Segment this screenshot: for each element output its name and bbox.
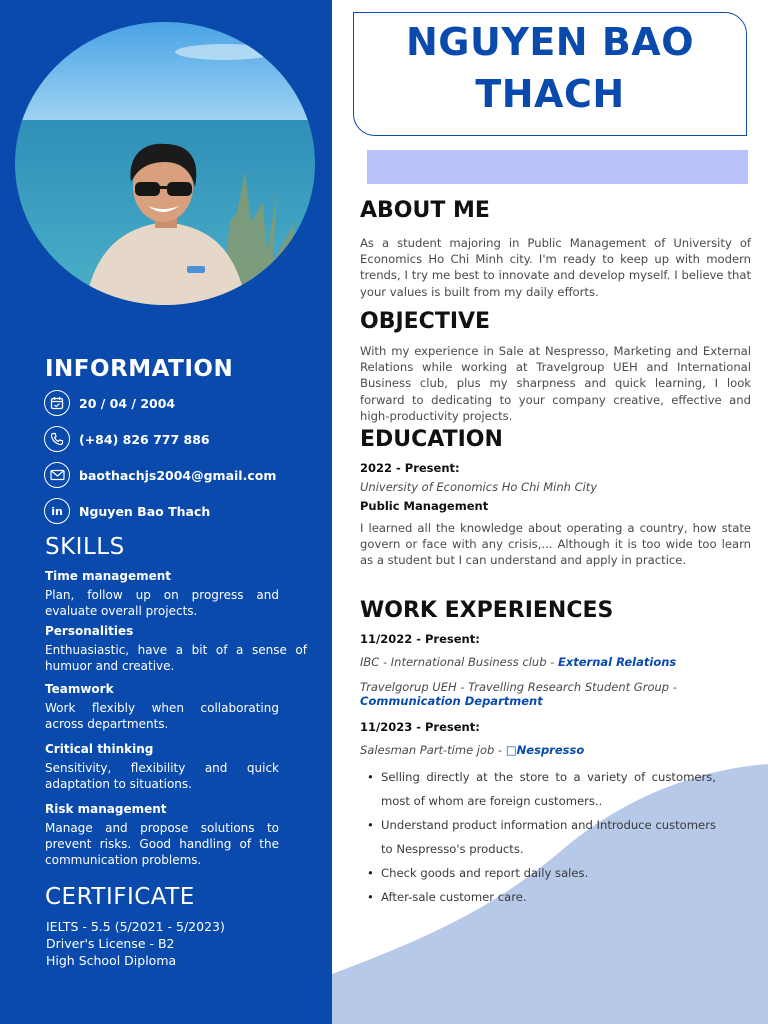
- full-name: [353, 16, 747, 120]
- info-text: 20 / 04 / 2004: [79, 395, 176, 411]
- skill-title: Teamwork: [45, 682, 114, 696]
- certificate-item: IELTS - 5.5 (5/2021 - 5/2023): [46, 919, 225, 934]
- info-birthdate: [44, 390, 175, 416]
- list-item: • After-sale customer care.: [366, 885, 716, 909]
- information-heading: INFORMATION: [45, 356, 234, 382]
- certificate-item: Driver's License - B2: [46, 936, 175, 951]
- phone-icon: [44, 426, 70, 452]
- objective-heading: OBJECTIVE: [360, 309, 491, 334]
- job-role: External Relations: [557, 655, 677, 669]
- list-item: • Understand product information and Introduce customers to Nespresso's products.: [366, 813, 716, 861]
- skill-desc: Enthuasiastic, have a bit of a sense of humuor and creative.: [45, 643, 307, 673]
- skill-title: Risk management: [45, 802, 167, 816]
- about-text: As a student majoring in Public Management of University of Economics Ho Chi Minh city. I'm ready to keep up with modern trends, I try me best to innovate and develop myself. I believe that your values is built from my daily efforts.: [360, 236, 751, 299]
- certificate-heading: CERTIFICATE: [45, 884, 195, 910]
- name-line: NGUYEN BAO: [405, 20, 695, 64]
- education-heading: EDUCATION: [360, 427, 503, 452]
- info-text: (+84) 826 777 886: [79, 431, 210, 447]
- education-school: University of Economics Ho Chi Minh City: [360, 480, 598, 494]
- info-linkedin: [44, 498, 210, 524]
- info-text: baothachjs2004@gmail.com: [79, 467, 277, 483]
- skill-desc: Plan, follow up on progress and evaluate overall projects.: [45, 588, 279, 618]
- work-job: [360, 743, 584, 757]
- skills-heading: SKILLS: [45, 534, 125, 560]
- work-job: [360, 655, 676, 669]
- job-duties-list: [366, 765, 716, 909]
- work-period: 11/2022 - Present:: [360, 632, 480, 646]
- list-item: • Selling directly at the store to a variety of customers, most of whom are foreign customers..: [366, 765, 716, 813]
- info-text: Nguyen Bao Thach: [79, 503, 211, 519]
- skill-title: Critical thinking: [45, 742, 154, 756]
- profile-photo: [15, 22, 315, 305]
- education-period: 2022 - Present:: [360, 461, 460, 475]
- objective-text: With my experience in Sale at Nespresso, Marketing and External Relations while working at Travelgroup UEH and International Business club, plus my sharpness and quick learning, I look forward to dedicating to your company creative, effective and high-productivity projects.: [360, 344, 751, 423]
- education-major: Public Management: [360, 499, 489, 513]
- skill-desc: Work flexibly when collaborating across departments.: [45, 701, 279, 731]
- sidebar: [0, 0, 332, 1024]
- work-job: [360, 680, 677, 708]
- list-item: • Check goods and report daily sales.: [366, 861, 716, 885]
- accent-bar: [367, 150, 748, 184]
- about-heading: ABOUT ME: [360, 198, 490, 223]
- calendar-icon: [44, 390, 70, 416]
- skill-title: Personalities: [45, 624, 134, 638]
- job-role: □Nespresso: [505, 743, 585, 757]
- certificate-list: [46, 918, 225, 969]
- job-org: Travelgorup UEH - Travelling Research Student Group -: [360, 680, 677, 694]
- skill-desc: Manage and propose solutions to prevent risks. Good handling of the communication problems.: [45, 821, 279, 867]
- skill-desc: Sensitivity, flexibility and quick adaptation to situations.: [45, 761, 279, 791]
- linkedin-icon: in: [44, 498, 70, 524]
- skill-title: Time management: [45, 569, 172, 583]
- info-phone: [44, 426, 210, 452]
- info-email: [44, 462, 276, 488]
- job-org: Salesman Part-time job -: [360, 743, 506, 757]
- work-period: 11/2023 - Present:: [360, 720, 480, 734]
- job-org: IBC - International Business club -: [360, 655, 558, 669]
- mail-icon: [44, 462, 70, 488]
- certificate-item: High School Diploma: [46, 953, 177, 968]
- work-heading: WORK EXPERIENCES: [360, 598, 614, 623]
- name-line: THACH: [475, 72, 625, 116]
- education-text: I learned all the knowledge about operating a country, how state govern or face with any crisis,... Although it is too wide too learn as a student but I can understand and apply in practice.: [360, 521, 751, 568]
- job-role: Communication Department: [360, 694, 543, 708]
